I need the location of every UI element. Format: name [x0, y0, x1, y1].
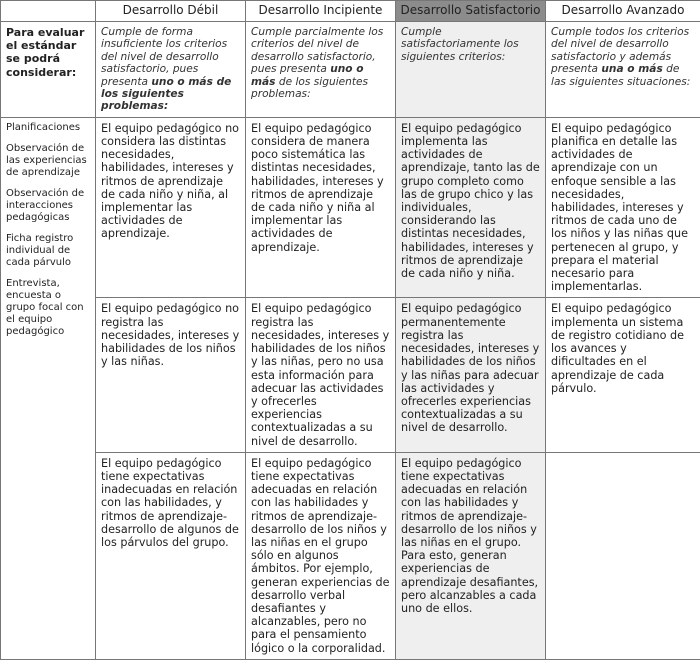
source-item: Ficha registro individual de cada párvulo	[6, 233, 90, 269]
cell-incipiente: El equipo pedagógico registra las necesidades, intereses y habilidades de los niños y las niñas, pero no usa esta información para adecuar las actividades y ofrecerles experiencias contextualizadas a su nivel de desarrollo.	[246, 298, 396, 452]
criteria-row	[1, 22, 700, 118]
cell-satisfactorio: El equipo pedagógico implementa las actividades de aprendizaje, tanto las de grupo completo como las de grupo chico y las individuales, considerando las distintas necesidades, habilidades, intereses y ritmos de aprendizaje de cada niño y niña.	[396, 117, 546, 298]
header-satisfactorio: Desarrollo Satisfactorio	[396, 1, 546, 22]
header-debil: Desarrollo Débil	[96, 1, 246, 22]
source-item: Observación de interacciones pedagógicas	[6, 188, 90, 224]
header-incipiente: Desarrollo Incipiente	[246, 1, 396, 22]
criteria-debil: Cumple de forma insuficiente los criterios del nivel de desarrollo satisfactorio, pues presenta uno o más de los siguientes problemas:	[96, 22, 246, 118]
cell-debil: El equipo pedagógico tiene expectativas inadecuadas en relación con las habilidades, y ritmos de aprendizaje-desarrollo de algunos de los párvulos del grupo.	[96, 452, 246, 659]
header-empty	[1, 1, 96, 22]
header-row	[1, 1, 700, 22]
table-row	[1, 298, 700, 452]
cell-incipiente: El equipo pedagógico considera de manera poco sistemática las distintas necesidades, habilidades, intereses y ritmos de aprendizaje de cada niño y niña al implementar las actividades de aprendizaje.	[246, 117, 396, 298]
header-avanzado: Desarrollo Avanzado	[546, 1, 700, 22]
cell-avanzado: El equipo pedagógico planifica en detalle las actividades de aprendizaje con un enfoque sensible a las necesidades, habilidades, intereses y ritmos de cada uno de los niños y las niñas que pertenecen al grupo, y prepara el material necesario para implementarlas.	[546, 117, 700, 298]
cell-avanzado	[546, 452, 700, 659]
source-item: Entrevista, encuesta o grupo focal con el equipo pedagógico	[6, 278, 90, 338]
criteria-satisfactorio: Cumple satisfactoriamente los siguientes criterios:	[396, 22, 546, 118]
source-item: Planificaciones	[6, 122, 90, 134]
cell-satisfactorio: El equipo pedagógico permanentemente registra las necesidades, intereses y habilidades de los niños y las niñas para adecuar las actividades y ofrecerles experiencias contextualizadas a su nivel de desarrollo.	[396, 298, 546, 452]
evidence-sources	[1, 117, 96, 659]
cell-debil: El equipo pedagógico no registra las necesidades, intereses y habilidades de los niños y las niñas.	[96, 298, 246, 452]
criteria-avanzado: Cumple todos los criterios del nivel de desarrollo satisfactorio y además presenta una o más de las siguientes situaciones:	[546, 22, 700, 118]
cell-satisfactorio: El equipo pedagógico tiene expectativas adecuadas en relación con las habilidades y ritmos de aprendizaje-desarrollo de los niños y las niñas en el grupo. Para esto, generan experiencias de aprendizaje desafiantes, pero alcanzables a cada uno de ellos.	[396, 452, 546, 659]
criteria-incipiente: Cumple parcialmente los criterios del nivel de desarrollo satisfactorio, pues presenta uno o más de los siguientes problemas:	[246, 22, 396, 118]
criteria-label: Para evaluar el estándar se podrá considerar:	[1, 22, 96, 118]
cell-avanzado: El equipo pedagógico implementa un sistema de registro cotidiano de los avances y dificultades en el aprendizaje de cada párvulo.	[546, 298, 700, 452]
cell-debil: El equipo pedagógico no considera las distintas necesidades, habilidades, intereses y ritmos de aprendizaje de cada niño y niña, al implementar las actividades de aprendizaje.	[96, 117, 246, 298]
cell-incipiente: El equipo pedagógico tiene expectativas adecuadas en relación con las habilidades y ritmos de aprendizaje-desarrollo de los niños y las niñas en el grupo sólo en algunos ámbitos. Por ejemplo, generan experiencias de desarrollo verbal desafiantes y alcanzables, pero no para el pensamiento lógico o la corporalidad.	[246, 452, 396, 659]
source-item: Observación de las experiencias de aprendizaje	[6, 143, 90, 179]
table-row	[1, 117, 700, 298]
table-row	[1, 452, 700, 659]
